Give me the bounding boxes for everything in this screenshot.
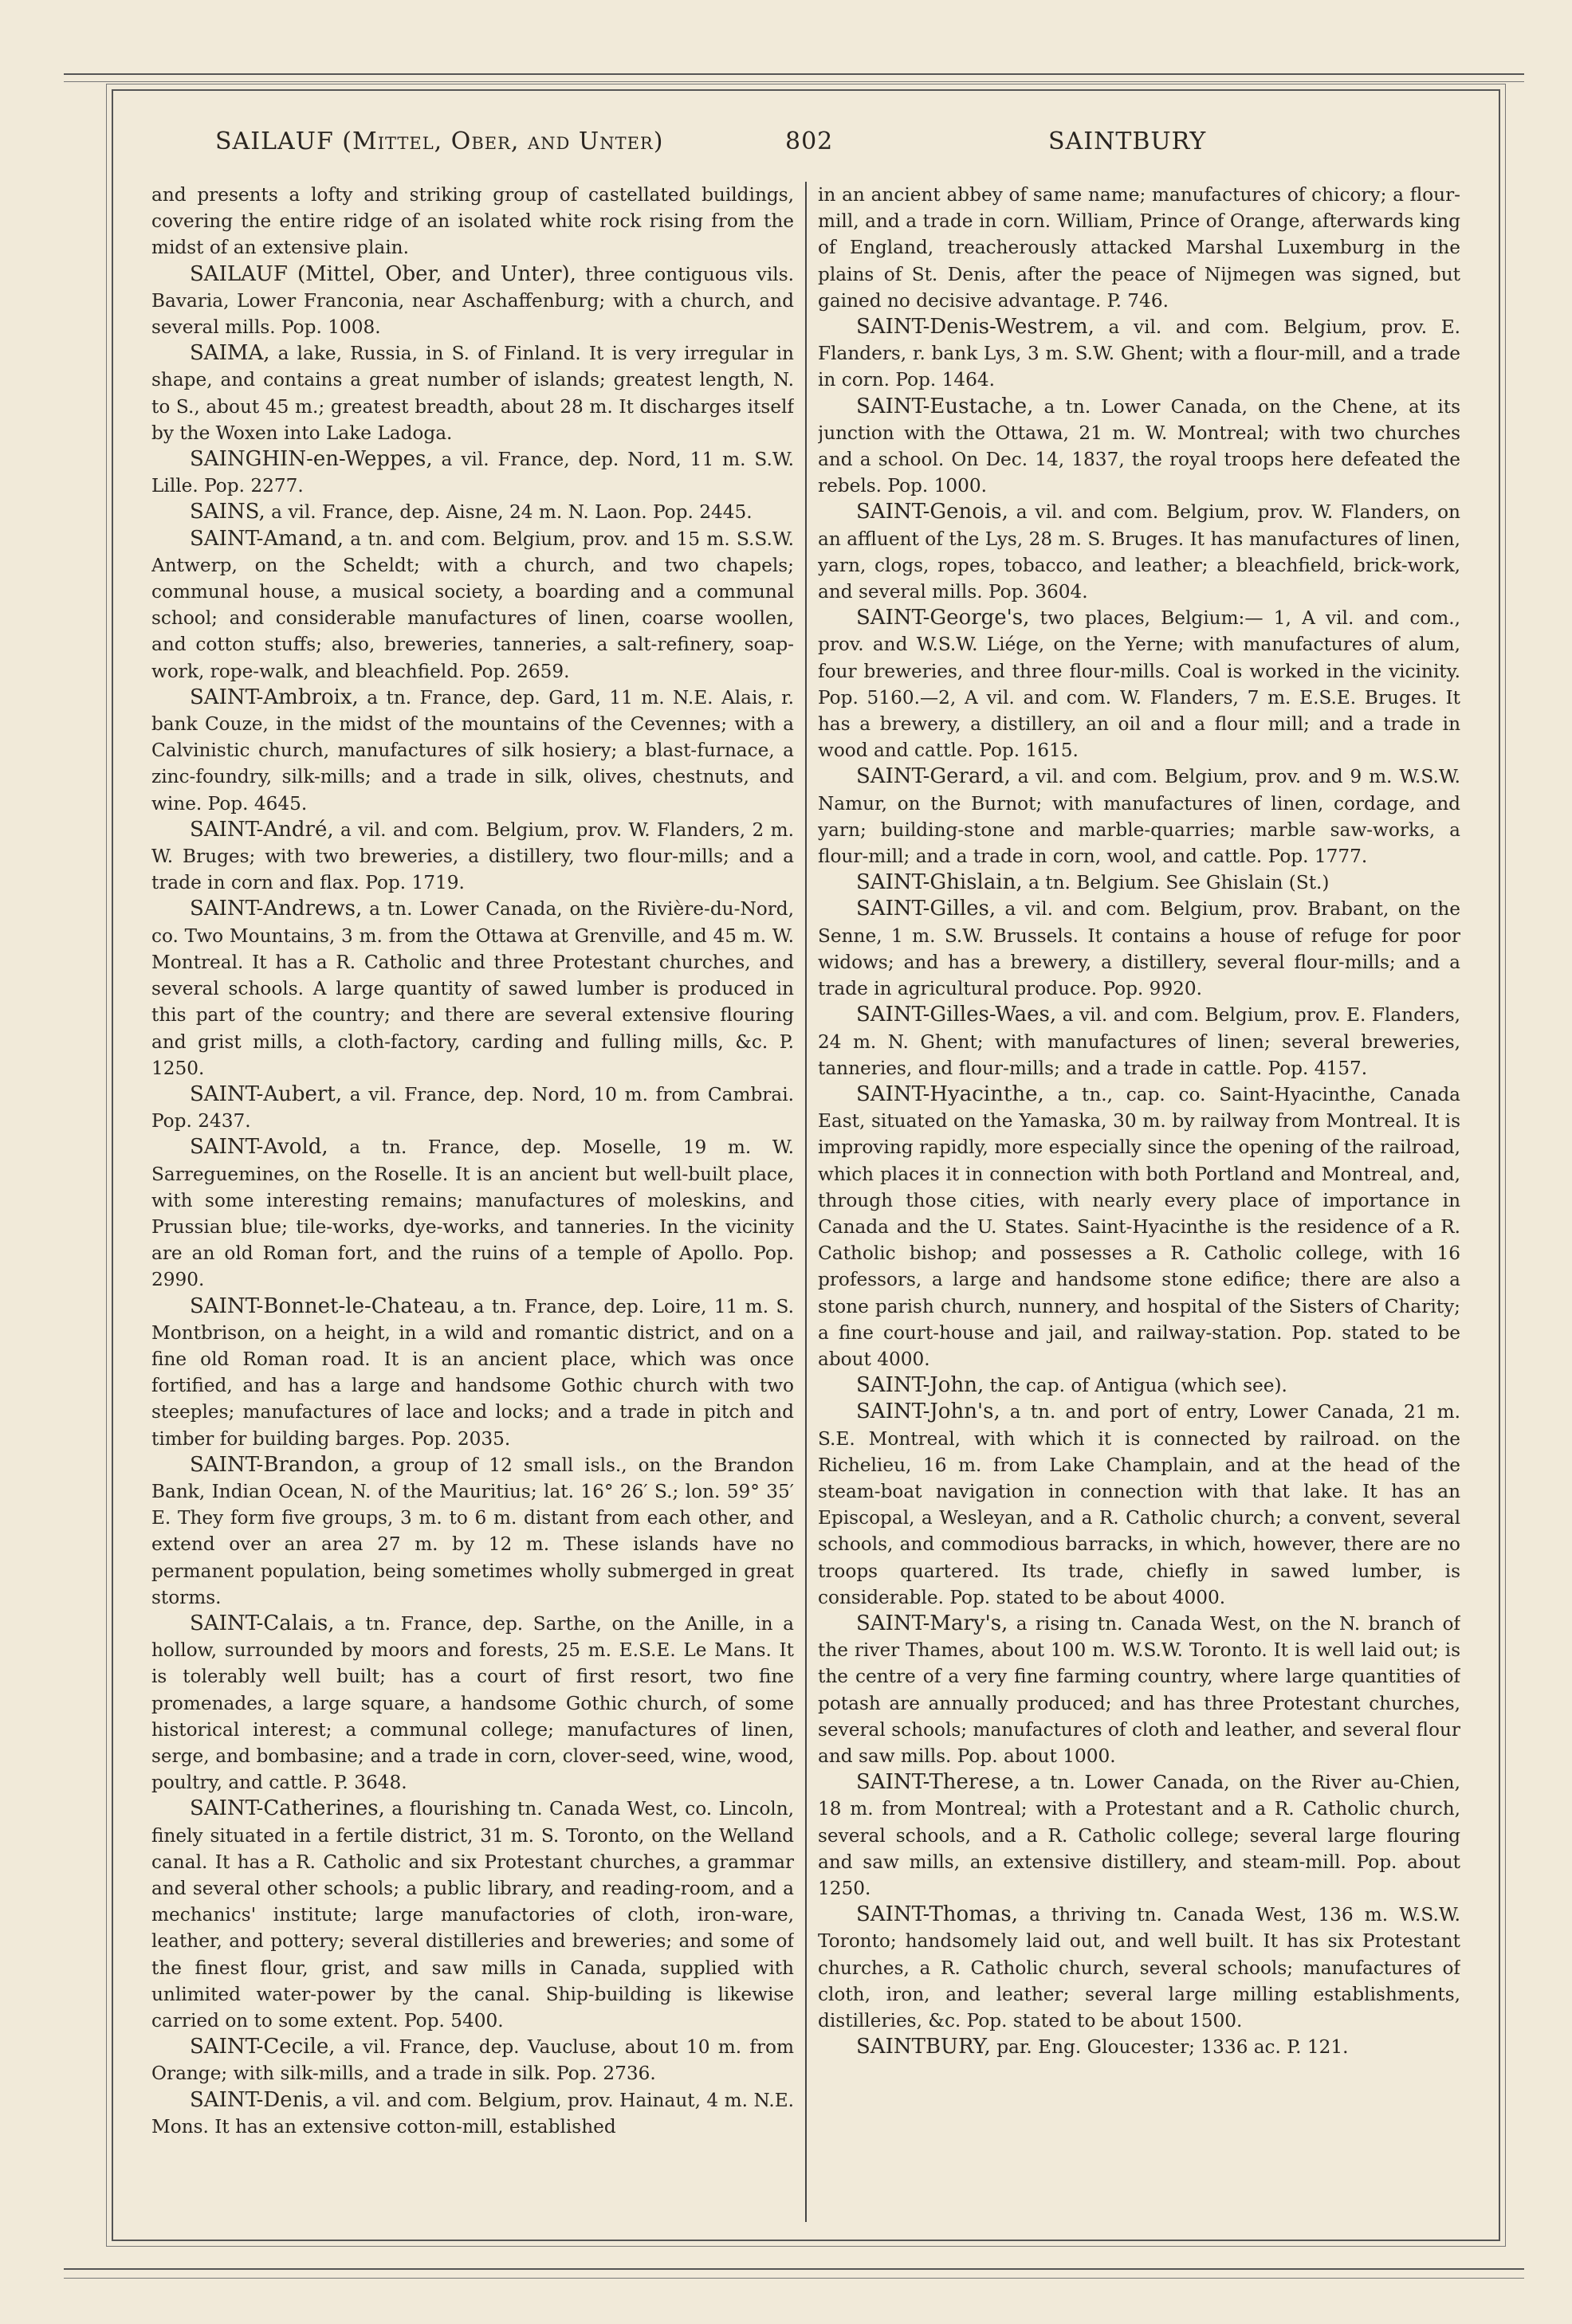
entry-text: a tn. France, dep. Loire, 11 m. S. Montbrison, on a height, in a wild and romantic district, and on a fine old Roman road. It is an ancient place, which was once fortified, and has a large and handsome Gothic church with two steeples; manufactures of lace and locks; and a trade in pitch and timber for building barges. Pop. 2035. — [151, 1295, 794, 1450]
entry-headword: SAINT-George's, — [856, 606, 1030, 630]
gazetteer-entry — [818, 1902, 1460, 2034]
gazetteer-entry — [151, 340, 794, 446]
entry-text: the cap. of Antigua (which see). — [984, 1375, 1287, 1397]
entry-text: a vil. and com. Belgium, prov. W. Flanders, on an affluent of the Lys, 28 m. S. Bruges. It has manufactures of linen, yarn, clogs, ropes, tobacco, and leather; a bleachfield, brick-work, and several mills. Pop. 3604. — [818, 501, 1460, 603]
header-right: SAINTBURY — [1048, 128, 1207, 155]
entry-headword: SAINT-Gilles-Waes, — [856, 1003, 1057, 1027]
entry-text: a vil. and com. Belgium, prov. Brabant, on the Senne, 1 m. S.W. Brussels. It contains a house of refuge for poor widows; and has a brewery, a distillery, several flour-mills; and a trade in agricultural produce. Pop. 9920. — [818, 898, 1460, 1000]
right-column — [818, 182, 1460, 2222]
entry-text: par. Eng. Gloucester; 1336 ac. P. 121. — [990, 2036, 1349, 2059]
entry-headword: SAIMA, — [190, 341, 270, 366]
gazetteer-entry — [818, 1082, 1460, 1372]
gazetteer-entry — [151, 182, 794, 261]
gazetteer-entry — [151, 1452, 794, 1611]
page-number: 802 — [785, 128, 834, 155]
top-rule — [64, 73, 1524, 75]
entry-text: a tn. Belgium. See Ghislain (St.) — [1022, 872, 1330, 894]
entry-text: a vil. France, dep. Nord, 11 m. S.W. Lille. Pop. 2277. — [151, 449, 794, 497]
entry-headword: SAINT-André, — [190, 817, 334, 842]
entry-headword: SAINT-John, — [856, 1373, 984, 1398]
entry-text: in an ancient abbey of same name; manufactures of chicory; a flour-mill, and a trade in corn. William, Prince of Orange, afterwards king of England, treacherously attacked Marshal Luxemburg in the plains of St. Denis, after the peace of Nijmegen was signed, but gained no decisive advantage. P. 746. — [818, 184, 1460, 312]
entry-headword: SAILAUF (Mittel, Ober, and Unter), — [190, 261, 576, 286]
entry-headword: SAINT-Thomas, — [856, 1902, 1018, 1927]
entry-headword: SAINT-Ghislain, — [856, 870, 1023, 895]
entry-headword: SAINT-Catherines, — [190, 1796, 385, 1821]
gazetteer-entry — [151, 446, 794, 499]
entry-headword: SAINT-Calais, — [190, 1611, 335, 1635]
entry-text: a tn. Lower Canada, on the Chene, at its junction with the Ottawa, 21 m. W. Montreal; with two churches and a school. On Dec. 14, 1837, the royal troops here defeated the rebels. Pop. 1000. — [818, 395, 1460, 497]
gazetteer-entry — [818, 314, 1460, 394]
entry-text: a tn. Lower Canada, on the Rivière-du-Nord, co. Two Mountains, 3 m. from the Ottawa at Grenville, and 45 m. W. Montreal. It has a R. Catholic and three Protestant churches, and several schools. A large quantity of sawed lumber is produced in this part of the country; and there are several extensive flouring and grist mills, a cloth-factory, carding and fulling mills, &c. P. 1250. — [151, 898, 794, 1079]
entry-text: a tn. France, dep. Gard, 11 m. N.E. Alais, r. bank Couze, in the midst of the mountains of the Cevennes; with a Calvinistic church, manufactures of silk hosiery; a blast-furnace, a zinc-foundry, silk-mills; and a trade in silk, olives, chestnuts, and wine. Pop. 4645. — [151, 686, 794, 815]
entry-text: a vil. and com. Belgium, prov. W. Flanders, 2 m. W. Bruges; with two breweries, a distillery, two flour-mills; and a trade in corn and flax. Pop. 1719. — [151, 819, 794, 894]
entry-text: a vil. France, dep. Vaucluse, about 10 m. from Orange; with silk-mills, and a trade in silk. Pop. 2736. — [151, 2036, 794, 2085]
gazetteer-entry — [818, 764, 1460, 870]
bottom-rule — [64, 2268, 1524, 2270]
gazetteer-entry — [818, 605, 1460, 764]
entry-text: a tn. France, dep. Moselle, 19 m. W. Sarreguemines, on the Roselle. It is an ancient but well-built place, with some interesting remains; manufactures of moleskins, and Prussian blue; tile-works, dye-works, and tanneries. In the vicinity are an old Roman fort, and the ruins of a temple of Apollo. Pop. 2990. — [151, 1136, 794, 1291]
entry-text: a vil. and com. Belgium, prov. E. Flanders, 24 m. N. Ghent; with manufactures of linen; several breweries, tanneries, and flour-mills; and a trade in cattle. Pop. 4157. — [818, 1004, 1460, 1079]
gazetteer-entry — [151, 896, 794, 1081]
entry-text: a vil. France, dep. Nord, 10 m. from Cambrai. Pop. 2437. — [151, 1083, 794, 1133]
gazetteer-entry — [818, 1611, 1460, 1769]
entry-text: a vil. France, dep. Aisne, 24 m. N. Laon. Pop. 2445. — [265, 501, 753, 524]
entry-text: a tn. and com. Belgium, prov. and 15 m. S.S.W. Antwerp, on the Scheldt; with a church, and two chapels; communal house, a musical society, a boarding and a communal school; and considerable manufactures of linen, coarse woollen, and cotton stuffs; also, breweries, tanneries, a salt-refinery, soap-work, rope-walk, and bleachfield. Pop. 2659. — [151, 528, 794, 682]
entry-headword: SAINT-Gilles, — [856, 897, 996, 921]
gazetteer-entry — [151, 499, 794, 525]
gazetteer-entry — [151, 1611, 794, 1796]
entry-text: a vil. and com. Belgium, prov. and 9 m. W.S.W. Namur, on the Burnot; with manufactures of linen, cordage, and yarn; building-stone and marble-quarries; marble saw-works, a flour-mill; and a trade in corn, wool, and cattle. Pop. 1777. — [818, 766, 1460, 868]
gazetteer-entry — [818, 1002, 1460, 1082]
gazetteer-entry — [818, 1372, 1460, 1399]
gazetteer-entry — [151, 526, 794, 685]
entry-text: a vil. and com. Belgium, prov. E. Flanders, r. bank Lys, 3 m. S.W. Ghent; with a flour-mill, and a trade in corn. Pop. 1464. — [818, 316, 1460, 391]
running-header — [151, 128, 1452, 163]
entry-headword: SAINT-Bonnet-le-Chateau, — [190, 1294, 466, 1318]
gazetteer-entry — [151, 1294, 794, 1452]
entry-text: a lake, Russia, in S. of Finland. It is very irregular in shape, and contains a great number of islands; greatest length, N. to S., about 45 m.; greatest breadth, about 28 m. It discharges itself by the Woxen into Lake Ladoga. — [151, 343, 794, 444]
gazetteer-entry — [151, 1796, 794, 2034]
entry-text: a vil. and com. Belgium, prov. Hainaut, 4 m. N.E. Mons. It has an extensive cotton-mill, established — [151, 2089, 794, 2138]
entry-headword: SAINGHIN-en-Weppes, — [190, 447, 433, 472]
entry-headword: SAINT-Hyacinthe, — [856, 1082, 1044, 1106]
entry-headword: SAINT-Mary's, — [856, 1611, 1008, 1635]
entry-headword: SAINT-Denis, — [190, 2087, 330, 2112]
entry-headword: SAINT-Ambroix, — [190, 685, 359, 709]
entry-text: a group of 12 small isls., on the Brandon Bank, Indian Ocean, N. of the Mauritius; lat. 16° 26′ S.; lon. 59° 35′ E. They form five groups, 3 m. to 6 m. distant from each other, and extend over an area 27 m. by 12 m. These islands have no permanent population, being sometimes wholly submerged in great storms. — [151, 1454, 794, 1608]
gazetteer-entry — [818, 394, 1460, 500]
entry-headword: SAINT-Amand, — [190, 526, 344, 551]
gazetteer-entry — [818, 182, 1460, 314]
gazetteer-entry — [151, 2034, 794, 2086]
entry-text: a flourishing tn. Canada West, co. Lincoln, finely situated in a fertile district, 31 m. S. Toronto, on the Welland canal. It has a R. Catholic and six Protestant churches, a grammar and several other schools; a public library, and reading-room, and a mechanics' institute; large manufactories of cloth, iron-ware, leather, and pottery; several distilleries and breweries; and some of the finest flour, grist, and saw mills in Canada, supplied with unlimited water-power by the canal. Ship-building is likewise carried on to some extent. Pop. 5400. — [151, 1798, 794, 2032]
gazetteer-entry — [151, 1134, 794, 1293]
gazetteer-entry — [818, 2034, 1460, 2060]
entry-headword: SAINT-Gerard, — [856, 764, 1011, 789]
gazetteer-entry — [151, 2087, 794, 2140]
gazetteer-entry — [818, 499, 1460, 605]
entry-text: a tn. and port of entry, Lower Canada, 21 m. S.E. Montreal, with which it is connected by railroad. on the Richelieu, 16 m. from Lake Champlain, and at the head of the steam-boat navigation in connection with that lake. It has an Episcopal, a Wesleyan, and a R. Catholic church; a convent, several schools, and commodious barracks, in which, however, there are no troops quartered. Its trade, chiefly in sawed lumber, is considerable. Pop. stated to be about 4000. — [818, 1401, 1460, 1608]
entry-text: three contiguous vils. Bavaria, Lower Franconia, near Aschaffenburg; with a church, and several mills. Pop. 1008. — [151, 263, 794, 339]
entry-text: a thriving tn. Canada West, 136 m. W.S.W. Toronto; handsomely laid out, and well built. It has six Protestant churches, a R. Catholic church, several schools; manufactures of cloth, iron, and leather; several large milling establishments, distilleries, &c. Pop. stated to be about 1500. — [818, 1904, 1460, 2032]
entry-headword: SAINT-Brandon, — [190, 1452, 360, 1477]
entry-headword: SAINT-Eustache, — [856, 394, 1034, 418]
top-rule-inner — [64, 81, 1524, 82]
entry-text: a tn. France, dep. Sarthe, on the Anille, in a hollow, surrounded by moors and forests, 25 m. E.S.E. Le Mans. It is tolerably well built; has a court of first resort, two fine promenades, a large square, a handsome Gothic church, of some historical interest; a communal college; manufactures of linen, serge, and bombasine; and a trade in corn, clover-seed, wine, wood, poultry, and cattle. P. 3648. — [151, 1612, 794, 1794]
gazetteer-entry — [151, 685, 794, 817]
gazetteer-entry — [151, 261, 794, 341]
gazetteer-entry — [818, 1399, 1460, 1611]
entry-headword: SAINT-Avold, — [190, 1135, 328, 1160]
gazetteer-entry — [818, 1769, 1460, 1902]
entry-headword: SAINTBURY, — [856, 2035, 991, 2059]
entry-headword: SAINT-Denis-Westrem, — [856, 315, 1095, 340]
entry-text: a tn., cap. co. Saint-Hyacinthe, Canada East, situated on the Yamaska, 30 m. by railway from Montreal. It is improving rapidly, more especially since the opening of the railroad, which places it in connection with both Portland and Montreal, and, through those cities, with nearly every place of importance in Canada and the U. States. Saint-Hyacinthe is the residence of a R. Catholic bishop; and possesses a R. Catholic college, with 16 professors, a large and handsome stone edifice; there are also a stone parish church, nunnery, and hospital of the Sisters of Charity; a fine court-house and jail, and railway-station. Pop. stated to be about 4000. — [818, 1083, 1460, 1370]
entry-headword: SAINT-Aubert, — [190, 1082, 343, 1106]
entry-headword: SAINS, — [190, 500, 265, 524]
entry-text: and presents a lofty and striking group of castellated buildings, covering the entire ridge of an isolated white rock rising from the midst of an extensive plain. — [151, 184, 794, 259]
entry-headword: SAINT-Andrews, — [190, 897, 363, 921]
gazetteer-entry — [151, 1082, 794, 1134]
entry-headword: SAINT-Genois, — [856, 500, 1008, 524]
left-column — [151, 182, 794, 2222]
header-left: SAILAUF (Mittel, Ober, and Unter) — [215, 128, 664, 155]
column-divider — [805, 182, 807, 2222]
entry-text: two places, Belgium:— 1, A vil. and com., prov. and W.S.W. Liége, on the Yerne; with manufactures of alum, four breweries, and three flour-mills. Coal is worked in the vicinity. Pop. 5160.—2, A vil. and com. W. Flanders, 7 m. E.S.E. Bruges. It has a brewery, a distillery, an oil and a flour mill; and a trade in wood and cattle. Pop. 1615. — [818, 607, 1460, 762]
entry-headword: SAINT-Therese, — [856, 1770, 1020, 1795]
gazetteer-entry — [818, 896, 1460, 1002]
entry-text: a rising tn. Canada West, on the N. branch of the river Thames, about 100 m. W.S.W. Toronto. It is well laid out; is the centre of a very fine farming country, where large quantities of potash are annually produced; and has three Protestant churches, several schools; manufactures of cloth and leather, and several flour and saw mills. Pop. about 1000. — [818, 1612, 1460, 1767]
entry-headword: SAINT-John's, — [856, 1400, 1000, 1424]
entry-text: a tn. Lower Canada, on the River au-Chien, 18 m. from Montreal; with a Protestant and a R. Catholic church, several schools, and a R. Catholic college; several large flouring and saw mills, an extensive distillery, and steam-mill. Pop. about 1250. — [818, 1772, 1460, 1899]
gazetteer-entry — [818, 870, 1460, 896]
gazetteer-entry — [151, 817, 794, 897]
entry-headword: SAINT-Cecile, — [190, 2035, 336, 2059]
bottom-rule-inner — [64, 2278, 1524, 2279]
